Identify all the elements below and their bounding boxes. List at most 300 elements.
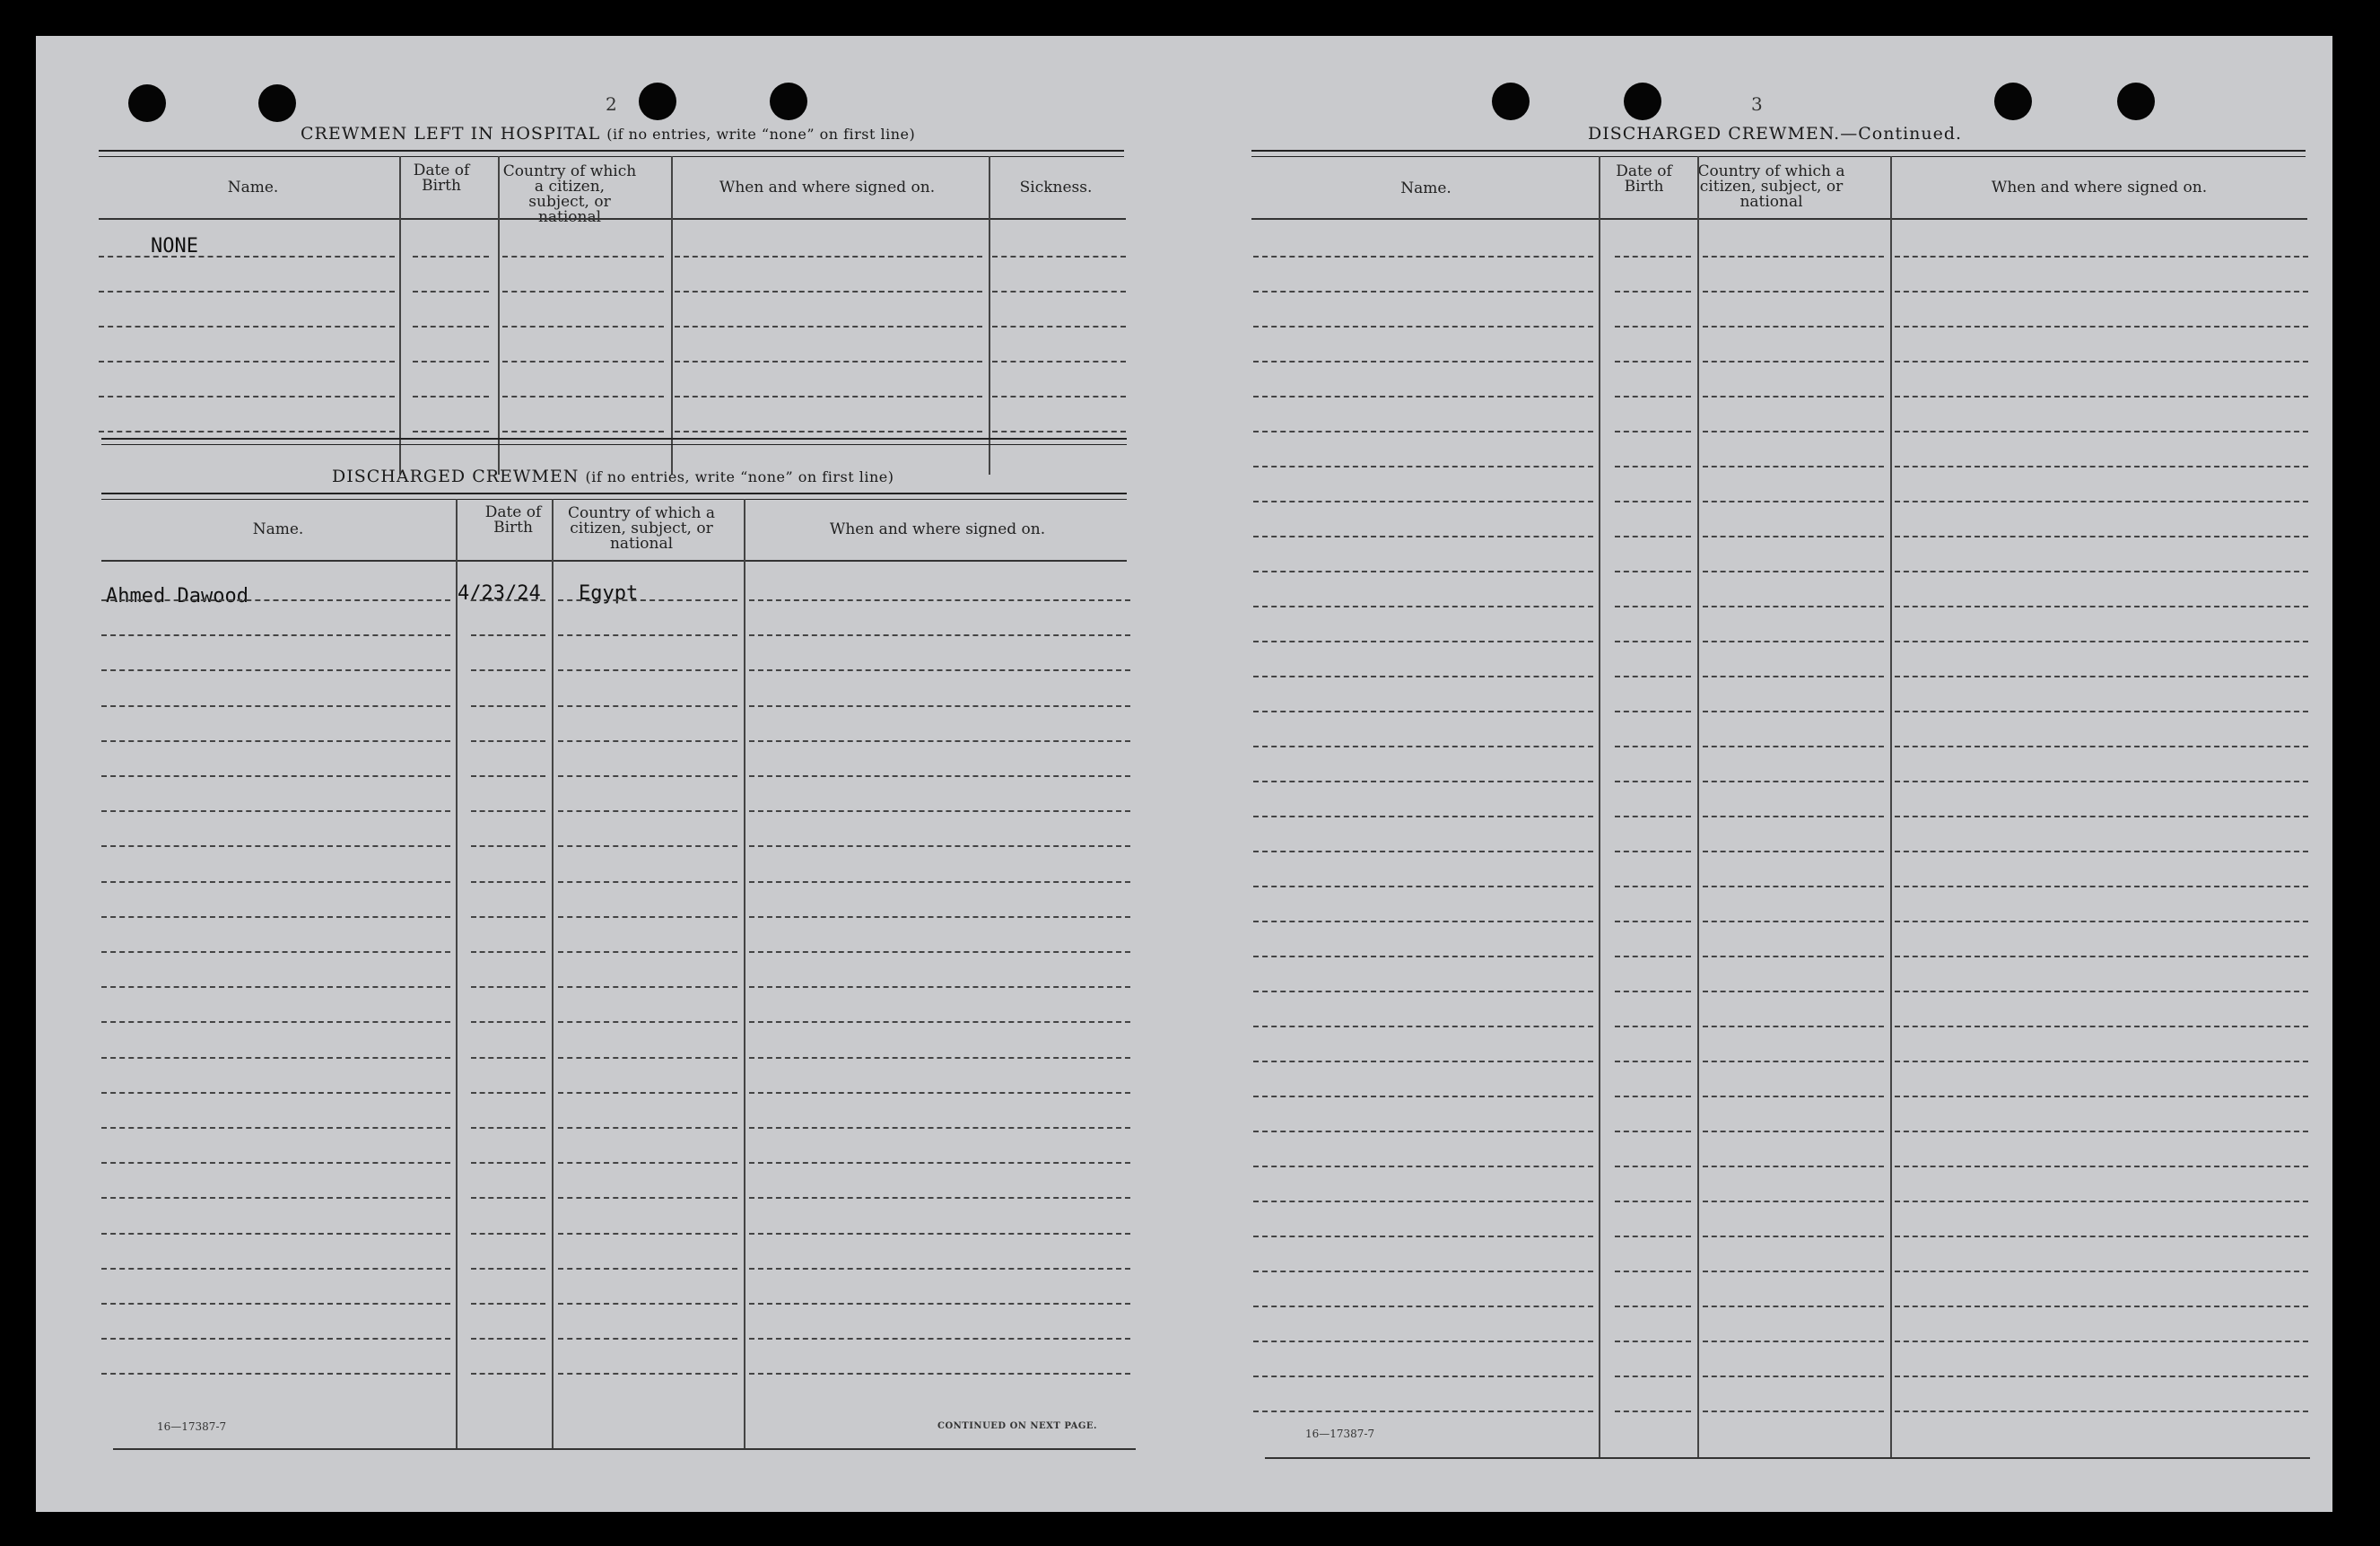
- dotted-line: [1703, 571, 1884, 572]
- dotted-line: [502, 431, 664, 432]
- dotted-line: [1615, 1166, 1691, 1167]
- dotted-line: [749, 1127, 1130, 1129]
- dotted-line: [471, 986, 545, 988]
- dotted-line: [1615, 1376, 1691, 1377]
- dotted-line: [1253, 886, 1593, 887]
- dotted-line: [749, 1303, 1130, 1305]
- dotted-line: [99, 361, 395, 362]
- header-rule: [1251, 218, 2307, 220]
- col-header-signed: When and where signed on.: [719, 179, 936, 197]
- column-divider: [744, 499, 745, 1448]
- dotted-line: [502, 361, 664, 362]
- dotted-line: [101, 1021, 450, 1023]
- dotted-line: [1703, 746, 1884, 747]
- dotted-line: [1615, 641, 1691, 642]
- dotted-line: [1895, 361, 2308, 362]
- dotted-line: [1615, 1026, 1691, 1027]
- punch-hole: [258, 84, 296, 122]
- discharged-continued-title: DISCHARGED CREWMEN.—Continued.: [1588, 124, 1963, 144]
- dotted-line: [749, 951, 1130, 953]
- dotted-line: [1703, 711, 1884, 712]
- dotted-line: [1703, 501, 1884, 502]
- dotted-line: [1703, 466, 1884, 467]
- dotted-line: [749, 740, 1130, 742]
- dotted-line: [1895, 1271, 2308, 1272]
- dotted-line: [749, 669, 1130, 671]
- discharged-entry-dob: 4/23/24: [458, 582, 541, 605]
- dotted-line: [558, 1127, 737, 1129]
- dotted-line: [992, 326, 1126, 328]
- dotted-line: [471, 669, 545, 671]
- dotted-line: [471, 881, 545, 883]
- header-rule: [101, 560, 1127, 562]
- dotted-line: [99, 431, 395, 432]
- dotted-line: [1703, 1306, 1884, 1307]
- form-number: 16—17387-7: [1305, 1428, 1375, 1440]
- dotted-line: [1895, 291, 2308, 293]
- dotted-line: [749, 1162, 1130, 1164]
- dotted-line: [99, 256, 395, 258]
- dotted-line: [502, 326, 664, 328]
- dotted-line: [1253, 1341, 1593, 1342]
- document-sheet: [36, 36, 2332, 1512]
- dotted-line: [413, 361, 489, 362]
- dotted-line: [101, 1092, 450, 1094]
- dotted-line: [558, 1197, 737, 1199]
- rule: [99, 150, 1124, 157]
- dotted-line: [749, 1092, 1130, 1094]
- dotted-line: [749, 1057, 1130, 1059]
- dotted-line: [471, 810, 545, 812]
- dotted-line: [1703, 676, 1884, 677]
- dotted-line: [1253, 326, 1593, 328]
- col-header-signed: When and where signed on.: [829, 520, 1046, 538]
- punch-hole: [2117, 83, 2155, 120]
- page-number: 3: [1751, 93, 1763, 115]
- dotted-line: [1703, 1201, 1884, 1202]
- dotted-line: [1615, 676, 1691, 677]
- dotted-line: [1895, 1341, 2308, 1342]
- dotted-line: [1703, 1376, 1884, 1377]
- dotted-line: [1615, 571, 1691, 572]
- dotted-line: [101, 1162, 450, 1164]
- dotted-line: [413, 291, 489, 293]
- dotted-line: [558, 1057, 737, 1059]
- dotted-line: [1253, 1271, 1593, 1272]
- dotted-line: [558, 1162, 737, 1164]
- dotted-line: [1895, 326, 2308, 328]
- dotted-line: [749, 1268, 1130, 1270]
- dotted-line: [1703, 396, 1884, 397]
- dotted-line: [1703, 991, 1884, 992]
- dotted-line: [675, 361, 982, 362]
- dotted-line: [1615, 711, 1691, 712]
- dotted-line: [413, 326, 489, 328]
- col-header-name: Name.: [252, 520, 304, 538]
- dotted-line: [1615, 921, 1691, 922]
- dotted-line: [101, 951, 450, 953]
- dotted-line: [101, 1057, 450, 1059]
- dotted-line: [749, 881, 1130, 883]
- dotted-line: [1615, 886, 1691, 887]
- bottom-rule: [113, 1448, 1136, 1450]
- dotted-line: [1703, 781, 1884, 782]
- dotted-line: [1253, 781, 1593, 782]
- dotted-line: [471, 1303, 545, 1305]
- dotted-line: [749, 1021, 1130, 1023]
- dotted-line: [1703, 1166, 1884, 1167]
- dotted-line: [749, 634, 1130, 636]
- dotted-line: [558, 845, 737, 847]
- column-divider: [399, 156, 401, 475]
- dotted-line: [1615, 396, 1691, 397]
- dotted-line: [1895, 466, 2308, 467]
- col-header-signed: When and where signed on.: [1991, 179, 2208, 197]
- dotted-line: [1253, 676, 1593, 677]
- dotted-line: [558, 810, 737, 812]
- dotted-line: [675, 396, 982, 397]
- dotted-line: [992, 361, 1126, 362]
- dotted-line: [1253, 851, 1593, 852]
- dotted-line: [558, 986, 737, 988]
- dotted-line: [1615, 256, 1691, 258]
- dotted-line: [471, 951, 545, 953]
- punch-hole: [1492, 83, 1530, 120]
- dotted-line: [749, 1197, 1130, 1199]
- dotted-line: [1895, 781, 2308, 782]
- dotted-line: [1615, 606, 1691, 607]
- dotted-line: [1253, 1131, 1593, 1132]
- dotted-line: [1895, 571, 2308, 572]
- dotted-line: [1253, 711, 1593, 712]
- punch-hole: [1994, 83, 2032, 120]
- column-divider: [498, 156, 500, 475]
- dotted-line: [1253, 956, 1593, 957]
- col-header-dob: Date of Birth: [484, 503, 542, 537]
- dotted-line: [1895, 431, 2308, 432]
- dotted-line: [1703, 1131, 1884, 1132]
- dotted-line: [1703, 886, 1884, 887]
- dotted-line: [1895, 991, 2308, 992]
- dotted-line: [1253, 536, 1593, 537]
- dotted-line: [558, 1021, 737, 1023]
- col-header-name: Name.: [227, 179, 279, 197]
- dotted-line: [1703, 431, 1884, 432]
- dotted-line: [992, 256, 1126, 258]
- column-divider: [1599, 156, 1600, 1459]
- dotted-line: [1895, 1306, 2308, 1307]
- dotted-line: [1703, 1236, 1884, 1237]
- dotted-line: [1253, 816, 1593, 817]
- dotted-line: [992, 431, 1126, 432]
- hospital-entry-name: NONE: [151, 235, 198, 258]
- punch-hole: [128, 84, 166, 122]
- dotted-line: [1253, 606, 1593, 607]
- dotted-line: [1895, 676, 2308, 677]
- dotted-line: [1253, 571, 1593, 572]
- dotted-line: [1895, 886, 2308, 887]
- dotted-line: [1253, 431, 1593, 432]
- header-rule: [99, 218, 1126, 220]
- dotted-line: [1615, 781, 1691, 782]
- dotted-line: [1703, 361, 1884, 362]
- dotted-line: [675, 291, 982, 293]
- dotted-line: [1895, 256, 2308, 258]
- continued-note: CONTINUED ON NEXT PAGE.: [937, 1421, 1098, 1431]
- dotted-line: [1615, 536, 1691, 537]
- dotted-line: [1253, 291, 1593, 293]
- page-number: 2: [606, 93, 617, 115]
- rule: [1251, 150, 2306, 157]
- column-divider: [671, 156, 673, 475]
- dotted-line: [1895, 1411, 2308, 1412]
- dotted-line: [1253, 1026, 1593, 1027]
- dotted-line: [1253, 1376, 1593, 1377]
- dotted-line: [471, 1268, 545, 1270]
- dotted-line: [1615, 501, 1691, 502]
- discharged-entry-name: Ahmed Dawood: [106, 585, 248, 607]
- discharged-instruction: (if no entries, write “none” on first line): [585, 468, 894, 485]
- dotted-line: [1253, 1201, 1593, 1202]
- dotted-line: [1253, 361, 1593, 362]
- dotted-line: [99, 291, 395, 293]
- dotted-line: [99, 396, 395, 397]
- dotted-line: [558, 669, 737, 671]
- dotted-line: [471, 1162, 545, 1164]
- dotted-line: [1253, 1096, 1593, 1097]
- dotted-line: [1895, 1026, 2308, 1027]
- dotted-line: [1615, 851, 1691, 852]
- dotted-line: [1895, 641, 2308, 642]
- dotted-line: [1895, 1131, 2308, 1132]
- dotted-line: [1895, 1236, 2308, 1237]
- dotted-line: [1615, 1131, 1691, 1132]
- dotted-line: [471, 705, 545, 707]
- dotted-line: [558, 1092, 737, 1094]
- dotted-line: [558, 951, 737, 953]
- dotted-line: [99, 326, 395, 328]
- dotted-line: [1895, 1166, 2308, 1167]
- dotted-line: [1615, 1236, 1691, 1237]
- dotted-line: [1615, 466, 1691, 467]
- dotted-line: [413, 396, 489, 397]
- dotted-line: [502, 291, 664, 293]
- dotted-line: [1895, 501, 2308, 502]
- col-header-name: Name.: [1400, 179, 1452, 197]
- col-header-country: Country of which a citizen, subject, or national: [568, 504, 715, 553]
- dotted-line: [471, 1021, 545, 1023]
- hospital-section-title: [301, 124, 915, 144]
- dotted-line: [1615, 1096, 1691, 1097]
- dotted-line: [101, 1373, 450, 1375]
- dotted-line: [1703, 291, 1884, 293]
- dotted-line: [502, 256, 664, 258]
- dotted-line: [101, 634, 450, 636]
- col-header-sickness: Sickness.: [1019, 179, 1093, 197]
- col-header-country: Country of which a citizen, subject, or national: [502, 162, 637, 226]
- dotted-line: [1253, 1166, 1593, 1167]
- dotted-line: [101, 986, 450, 988]
- dotted-line: [471, 1197, 545, 1199]
- dotted-line: [101, 669, 450, 671]
- dotted-line: [1895, 1096, 2308, 1097]
- dotted-line: [558, 1233, 737, 1235]
- dotted-line: [749, 1338, 1130, 1340]
- dotted-line: [1253, 1236, 1593, 1237]
- dotted-line: [1703, 1096, 1884, 1097]
- dotted-line: [1895, 536, 2308, 537]
- dotted-line: [1895, 921, 2308, 922]
- dotted-line: [558, 916, 737, 918]
- dotted-line: [1253, 1061, 1593, 1062]
- column-divider: [1697, 156, 1699, 1459]
- dotted-line: [471, 1127, 545, 1129]
- dotted-line: [101, 705, 450, 707]
- dotted-line: [1253, 501, 1593, 502]
- dotted-line: [1895, 816, 2308, 817]
- dotted-line: [1253, 746, 1593, 747]
- punch-hole: [1624, 83, 1661, 120]
- dotted-line: [101, 599, 450, 601]
- dotted-line: [101, 1303, 450, 1305]
- dotted-line: [1253, 466, 1593, 467]
- dotted-line: [1253, 1306, 1593, 1307]
- dotted-line: [1703, 326, 1884, 328]
- column-divider: [989, 156, 990, 475]
- dotted-line: [1703, 606, 1884, 607]
- dotted-line: [1703, 816, 1884, 817]
- dotted-line: [1703, 536, 1884, 537]
- dotted-line: [749, 705, 1130, 707]
- dotted-line: [992, 291, 1126, 293]
- dotted-line: [1895, 956, 2308, 957]
- column-divider: [552, 499, 554, 1448]
- dotted-line: [749, 986, 1130, 988]
- dotted-line: [413, 431, 489, 432]
- dotted-line: [1703, 1341, 1884, 1342]
- punch-hole: [770, 83, 807, 120]
- dotted-line: [558, 1373, 737, 1375]
- dotted-line: [1703, 1026, 1884, 1027]
- dotted-line: [749, 599, 1130, 601]
- dotted-line: [558, 881, 737, 883]
- form-number: 16—17387-7: [157, 1420, 227, 1433]
- dotted-line: [413, 256, 489, 258]
- dotted-line: [1615, 816, 1691, 817]
- dotted-line: [101, 916, 450, 918]
- dotted-line: [101, 845, 450, 847]
- dotted-line: [1615, 991, 1691, 992]
- dotted-line: [471, 634, 545, 636]
- dotted-line: [749, 810, 1130, 812]
- dotted-line: [1253, 1411, 1593, 1412]
- dotted-line: [1615, 746, 1691, 747]
- dotted-line: [1895, 851, 2308, 852]
- dotted-line: [471, 1233, 545, 1235]
- column-divider: [1890, 156, 1892, 1459]
- discharged-section-title: [332, 467, 894, 486]
- dotted-line: [749, 845, 1130, 847]
- dotted-line: [1895, 1061, 2308, 1062]
- hospital-instruction: (if no entries, write “none” on first line): [606, 126, 916, 143]
- dotted-line: [1615, 1271, 1691, 1272]
- dotted-line: [1615, 1306, 1691, 1307]
- dotted-line: [992, 396, 1126, 397]
- dotted-line: [471, 599, 545, 601]
- dotted-line: [558, 634, 737, 636]
- dotted-line: [471, 916, 545, 918]
- dotted-line: [749, 1233, 1130, 1235]
- dotted-line: [1615, 291, 1691, 293]
- dotted-line: [1615, 1061, 1691, 1062]
- dotted-line: [1703, 256, 1884, 258]
- discharged-entry-country: Egypt: [579, 582, 639, 605]
- punch-hole: [639, 83, 676, 120]
- dotted-line: [1895, 1201, 2308, 1202]
- dotted-line: [101, 1127, 450, 1129]
- dotted-line: [558, 1303, 737, 1305]
- dotted-line: [1895, 711, 2308, 712]
- dotted-line: [1703, 921, 1884, 922]
- dotted-line: [471, 775, 545, 777]
- rule: [101, 438, 1127, 445]
- dotted-line: [675, 326, 982, 328]
- dotted-line: [502, 396, 664, 397]
- dotted-line: [471, 1373, 545, 1375]
- dotted-line: [675, 256, 982, 258]
- dotted-line: [1895, 1376, 2308, 1377]
- dotted-line: [1703, 1271, 1884, 1272]
- dotted-line: [1615, 1201, 1691, 1202]
- dotted-line: [101, 1268, 450, 1270]
- discharged-title-text: DISCHARGED CREWMEN: [332, 467, 580, 486]
- dotted-line: [558, 1338, 737, 1340]
- dotted-line: [1615, 1341, 1691, 1342]
- dotted-line: [1703, 851, 1884, 852]
- dotted-line: [101, 1233, 450, 1235]
- dotted-line: [675, 431, 982, 432]
- dotted-line: [471, 1057, 545, 1059]
- dotted-line: [1895, 396, 2308, 397]
- dotted-line: [101, 740, 450, 742]
- dotted-line: [558, 1268, 737, 1270]
- dotted-line: [1615, 361, 1691, 362]
- dotted-line: [1253, 256, 1593, 258]
- dotted-line: [471, 845, 545, 847]
- dotted-line: [1253, 921, 1593, 922]
- column-divider: [456, 499, 458, 1448]
- dotted-line: [101, 1338, 450, 1340]
- dotted-line: [749, 916, 1130, 918]
- dotted-line: [1703, 641, 1884, 642]
- dotted-line: [1895, 746, 2308, 747]
- dotted-line: [1895, 606, 2308, 607]
- dotted-line: [101, 810, 450, 812]
- col-header-country: Country of which a citizen, subject, or national: [1697, 162, 1845, 211]
- dotted-line: [1703, 956, 1884, 957]
- col-header-dob: Date of Birth: [413, 162, 470, 195]
- dotted-line: [1615, 1411, 1691, 1412]
- dotted-line: [749, 1373, 1130, 1375]
- dotted-line: [1703, 1061, 1884, 1062]
- bottom-rule: [1265, 1457, 2310, 1459]
- dotted-line: [558, 599, 737, 601]
- dotted-line: [558, 775, 737, 777]
- dotted-line: [558, 705, 737, 707]
- dotted-line: [101, 881, 450, 883]
- col-header-dob: Date of Birth: [1616, 162, 1672, 196]
- dotted-line: [1615, 431, 1691, 432]
